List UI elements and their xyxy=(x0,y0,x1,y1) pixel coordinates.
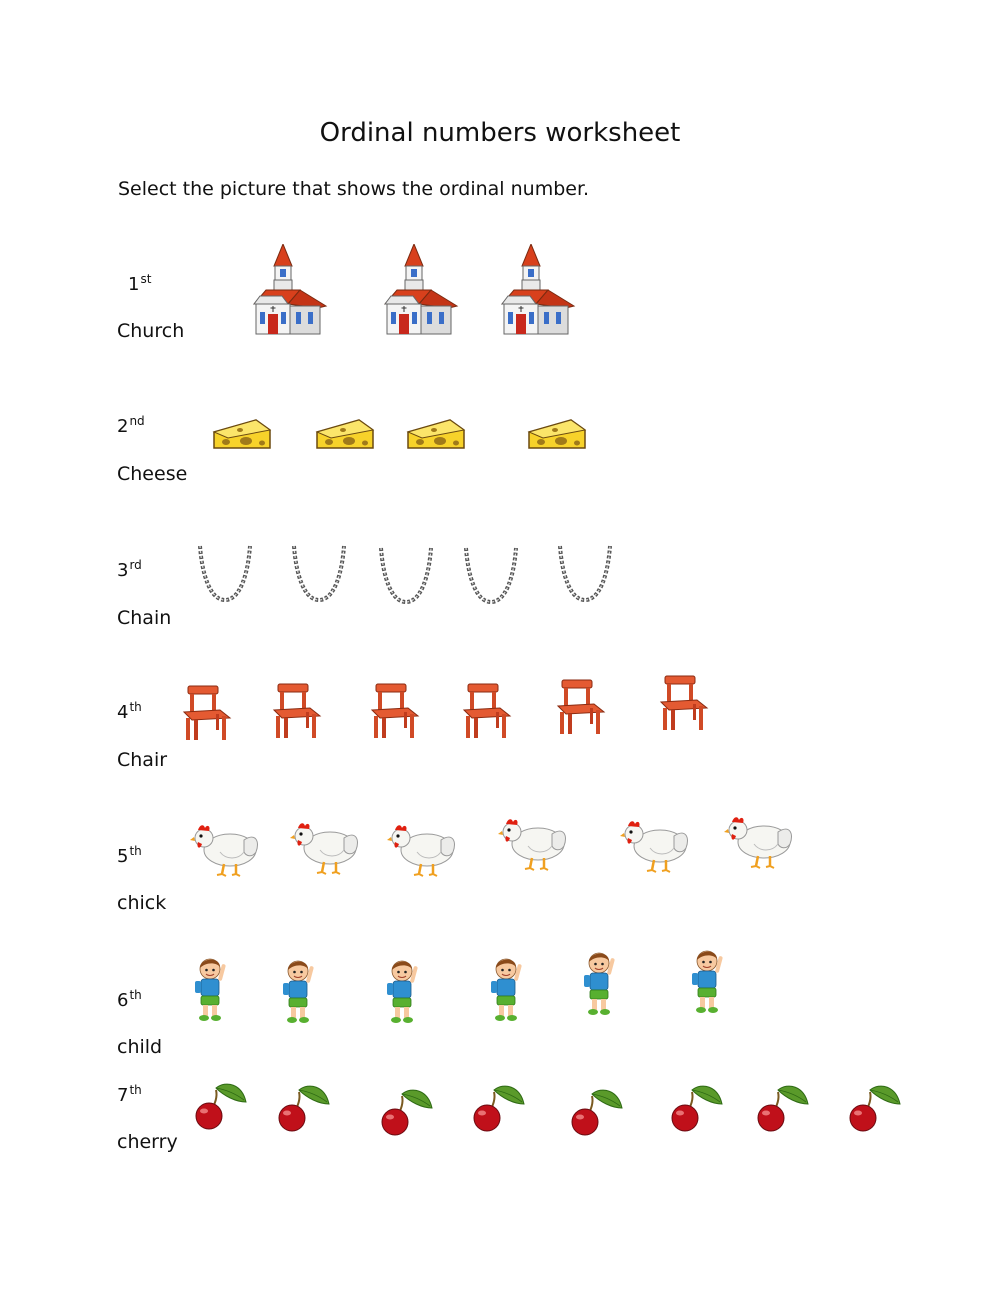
chicken-icon xyxy=(387,822,459,878)
child-icon xyxy=(282,958,322,1026)
cherry-icon xyxy=(275,1080,331,1132)
chair-icon xyxy=(657,674,709,732)
church-option-2[interactable] xyxy=(383,244,459,336)
cherry-option-7[interactable] xyxy=(754,1080,810,1132)
chicken-option-1[interactable] xyxy=(190,822,262,878)
ordinal-label-1: 1st xyxy=(128,272,152,295)
chicken-option-4[interactable] xyxy=(498,816,570,872)
chicken-option-3[interactable] xyxy=(387,822,459,878)
cheese-option-4[interactable] xyxy=(527,416,587,452)
chicken-icon xyxy=(724,814,796,870)
ordinal-label-5: 5th xyxy=(117,844,142,867)
cherry-option-5[interactable] xyxy=(568,1084,624,1136)
child-option-6[interactable] xyxy=(691,948,731,1016)
cheese-option-1[interactable] xyxy=(212,416,272,452)
chain-icon xyxy=(196,544,254,604)
child-icon xyxy=(386,958,426,1026)
chicken-option-5[interactable] xyxy=(620,818,692,874)
chicken-option-2[interactable] xyxy=(290,820,362,876)
church-icon xyxy=(252,244,328,336)
chair-option-6[interactable] xyxy=(657,674,709,732)
chicken-icon xyxy=(290,820,362,876)
cheese-icon xyxy=(212,416,272,452)
chain-icon xyxy=(462,546,520,606)
chair-icon xyxy=(180,684,232,742)
chain-option-3[interactable] xyxy=(377,546,435,606)
chair-icon xyxy=(270,682,322,740)
item-word-chick: chick xyxy=(117,892,167,914)
chair-icon xyxy=(460,682,512,740)
child-option-3[interactable] xyxy=(386,958,426,1026)
cheese-icon xyxy=(315,416,375,452)
page-title: Ordinal numbers worksheet xyxy=(319,118,681,148)
item-word-church: Church xyxy=(117,320,185,342)
item-word-chair: Chair xyxy=(117,749,168,771)
church-icon xyxy=(383,244,459,336)
item-word-cherry: cherry xyxy=(117,1131,178,1153)
chair-option-5[interactable] xyxy=(554,678,606,736)
chair-icon xyxy=(368,682,420,740)
chair-option-4[interactable] xyxy=(460,682,512,740)
instruction-text: Select the picture that shows the ordinal number. xyxy=(118,178,590,200)
cheese-option-3[interactable] xyxy=(406,416,466,452)
chair-option-3[interactable] xyxy=(368,682,420,740)
chicken-option-6[interactable] xyxy=(724,814,796,870)
ordinal-label-4: 4th xyxy=(117,700,142,723)
cheese-icon xyxy=(406,416,466,452)
child-option-1[interactable] xyxy=(194,956,234,1024)
chicken-icon xyxy=(498,816,570,872)
child-icon xyxy=(194,956,234,1024)
item-word-child: child xyxy=(117,1036,163,1058)
chair-option-2[interactable] xyxy=(270,682,322,740)
child-icon xyxy=(583,950,623,1018)
church-option-1[interactable] xyxy=(252,244,328,336)
child-option-5[interactable] xyxy=(583,950,623,1018)
item-word-chain: Chain xyxy=(117,607,172,629)
chain-icon xyxy=(377,546,435,606)
chair-option-1[interactable] xyxy=(180,684,232,742)
cherry-icon xyxy=(668,1080,724,1132)
ordinal-label-3: 3rd xyxy=(117,558,142,581)
chicken-icon xyxy=(190,822,262,878)
cherry-icon xyxy=(754,1080,810,1132)
cherry-option-8[interactable] xyxy=(846,1080,902,1132)
cherry-icon xyxy=(192,1078,248,1130)
chain-option-5[interactable] xyxy=(556,544,614,604)
cherry-option-1[interactable] xyxy=(192,1078,248,1130)
cheese-option-2[interactable] xyxy=(315,416,375,452)
chain-icon xyxy=(556,544,614,604)
cherry-icon xyxy=(378,1084,434,1136)
chain-option-4[interactable] xyxy=(462,546,520,606)
child-icon xyxy=(490,956,530,1024)
child-icon xyxy=(691,948,731,1016)
chair-icon xyxy=(554,678,606,736)
item-word-cheese: Cheese xyxy=(117,463,188,485)
cherry-option-6[interactable] xyxy=(668,1080,724,1132)
chain-option-1[interactable] xyxy=(196,544,254,604)
child-option-4[interactable] xyxy=(490,956,530,1024)
ordinal-label-6: 6th xyxy=(117,988,142,1011)
chain-option-2[interactable] xyxy=(290,544,348,604)
cherry-option-3[interactable] xyxy=(378,1084,434,1136)
cherry-option-2[interactable] xyxy=(275,1080,331,1132)
cherry-option-4[interactable] xyxy=(470,1080,526,1132)
child-option-2[interactable] xyxy=(282,958,322,1026)
cherry-icon xyxy=(568,1084,624,1136)
ordinal-label-2: 2nd xyxy=(117,414,145,437)
cheese-icon xyxy=(527,416,587,452)
cherry-icon xyxy=(470,1080,526,1132)
cherry-icon xyxy=(846,1080,902,1132)
ordinal-label-7: 7th xyxy=(117,1083,142,1106)
church-option-3[interactable] xyxy=(500,244,576,336)
church-icon xyxy=(500,244,576,336)
chain-icon xyxy=(290,544,348,604)
chicken-icon xyxy=(620,818,692,874)
